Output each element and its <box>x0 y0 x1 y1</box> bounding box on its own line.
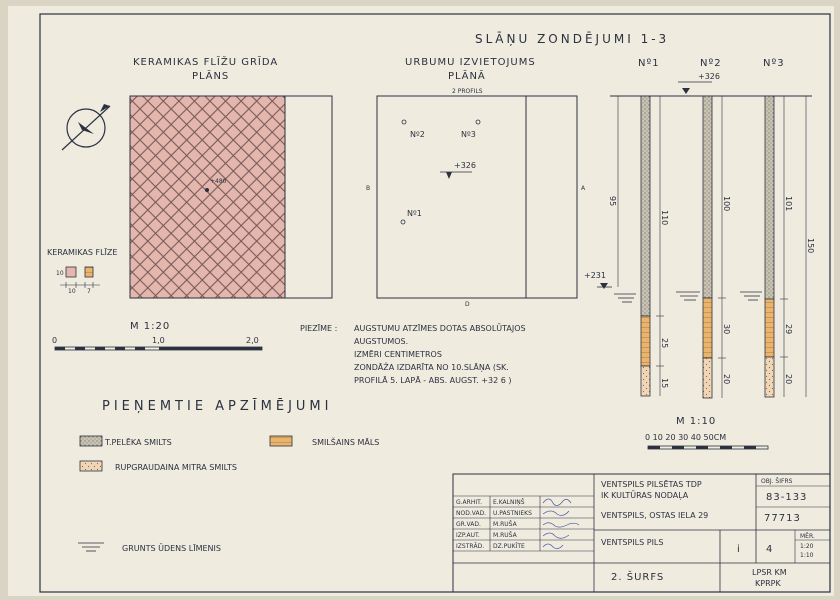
section-header-3: Nº3 <box>763 58 785 69</box>
tb-scale-1: 1:20 <box>800 543 814 550</box>
tb-role-5: IZSTRĀD. <box>456 543 485 550</box>
legend-label-sandy-clay: SMILŠAINS MĀLS <box>312 438 380 447</box>
col1-sandy-clay <box>641 316 650 366</box>
scale-left-tick-0: 0 <box>52 336 58 345</box>
legend-title: PIEŅEMTIE APZĪMĒJUMI <box>102 399 333 414</box>
legend-swatch-grey-sand <box>80 436 102 446</box>
tb-location: VENTSPILS PILS <box>601 538 664 547</box>
tb-org-1: VENTSPILS PILSĒTAS TDP <box>601 480 702 489</box>
tile-dim-height: 10 <box>56 270 64 277</box>
col3-grey-sand <box>765 96 774 299</box>
tb-role-4: IZP.AUT. <box>456 532 480 539</box>
tb-address: VENTSPILS, OSTAS IELA 29 <box>601 511 709 520</box>
col2-sandy-clay <box>703 298 712 358</box>
legend-swatch-sandy-clay <box>270 436 292 446</box>
section-top-mark: +326 <box>698 72 720 81</box>
col3-dim-3: 20 <box>784 374 793 385</box>
col2-dim-3: 20 <box>722 374 731 385</box>
tb-role-2: NOD.VAD. <box>456 510 487 517</box>
col2-grey-sand <box>703 96 712 298</box>
note-label: PIEZĪME : <box>300 324 338 333</box>
tb-name-1: E.KALNIŅŠ <box>493 499 525 506</box>
tb-name-3: M.RUŠA <box>493 521 517 528</box>
scale-left-tick-2: 2,0 <box>246 336 259 345</box>
col1-coarse-sand <box>641 366 650 396</box>
col2-dim-2: 30 <box>722 324 731 335</box>
tb-obj-code: 83-133 <box>766 492 808 503</box>
col1-dim-1: 110 <box>660 210 669 226</box>
col1-dim-3: 15 <box>660 378 669 389</box>
legend-swatch-coarse-sand <box>80 461 102 471</box>
tb-number: 77713 <box>764 513 801 524</box>
section-water-mark: +231 <box>584 271 606 280</box>
tb-name-4: M.RUŠA <box>493 532 517 539</box>
note-line-4: ZONDĀŽA IZDARĪTA NO 10.SLĀŅA (SK. <box>354 363 509 372</box>
tile-dim-width: 10 <box>68 288 76 295</box>
col3-dim-2: 29 <box>784 324 793 335</box>
dim-95: 95 <box>608 196 617 207</box>
tb-name-5: DZ.PUKĪTE <box>493 543 525 550</box>
col3-dim-1: 101 <box>784 196 793 212</box>
col1-dim-2: 25 <box>660 338 669 349</box>
floor-mark-point <box>205 188 209 192</box>
tile-label: KERAMIKAS FLĪZE <box>47 248 118 257</box>
tb-name-2: U.PASTNIEKS <box>493 510 532 517</box>
section-header-2: Nº2 <box>700 58 722 69</box>
floor-plan-mark: +480 <box>210 178 227 185</box>
borehole-plan-mark: +326 <box>454 161 476 170</box>
edge-label-left: B <box>366 185 371 192</box>
edge-label-right: A <box>581 185 586 192</box>
borehole-label-2: Nº2 <box>410 130 425 139</box>
borehole-plan-subtitle: PLĀNĀ <box>448 71 486 82</box>
sheet-title: SLĀŅU ZONDĒJUMI 1-3 <box>475 32 670 46</box>
floor-plan-subtitle: PLĀNS <box>192 71 230 82</box>
tb-scale-label: MĒR. <box>800 533 815 540</box>
tile-floor-area <box>130 96 285 298</box>
tile-sample-square <box>66 267 76 277</box>
edge-label-bottom: D <box>465 301 470 308</box>
tb-sheet-letter: i <box>737 544 741 555</box>
note-line-1: AUGSTUMU ATZĪMES DOTAS ABSOLŪTAJOS <box>354 324 526 333</box>
scale-left-tick-1: 1,0 <box>152 336 165 345</box>
section-header-1: Nº1 <box>638 58 660 69</box>
col3-sandy-clay <box>765 299 774 357</box>
legend-label-grey-sand: T.PELĒKA SMILTS <box>105 438 172 447</box>
col2-coarse-sand <box>703 358 712 398</box>
scale-right-ticks: 0 10 20 30 40 50CM <box>645 433 727 442</box>
note-line-5: PROFILĀ 5. LAPĀ - ABS. AUGST. +32 6 ) <box>354 376 512 385</box>
borehole-plan-title: URBUMU IZVIETOJUMS <box>405 57 536 68</box>
dim-total: 150 <box>806 238 815 254</box>
tb-sheet-no: 4 <box>766 544 774 555</box>
legend-label-coarse-sand: RUPGRAUDAINA MITRA SMILTS <box>115 463 237 472</box>
col1-grey-sand <box>641 96 650 316</box>
tb-role-3: GR.VAD. <box>456 521 481 528</box>
borehole-label-1: Nº1 <box>407 209 422 218</box>
note-line-2: AUGSTUMOS. <box>354 337 409 346</box>
profile-note: 2 PROFILS <box>452 88 483 95</box>
borehole-label-3: Nº3 <box>461 130 476 139</box>
tb-scale-2: 1:10 <box>800 552 814 559</box>
scale-left-label: M 1:20 <box>130 321 171 332</box>
tb-drawing-name: 2. ŠURFS <box>611 572 665 583</box>
tile-sample-joint <box>85 267 93 277</box>
scale-right-label: M 1:10 <box>676 416 717 427</box>
tb-institute-2: KPRPK <box>755 579 781 588</box>
col2-dim-1: 100 <box>722 196 731 212</box>
legend-label-ground-water: GRUNTS ŪDENS LĪMENIS <box>122 544 221 553</box>
floor-plan-title: KERAMIKAS FLĪŽU GRĪDA <box>133 57 279 68</box>
tb-org-2: IK KULTŪRAS NODAĻA <box>601 491 689 500</box>
tb-obj-label: OBJ. ŠIFRS <box>761 478 793 485</box>
col3-coarse-sand <box>765 357 774 397</box>
tb-institute-1: LPSR KM <box>752 568 787 577</box>
tile-dim-joint: 7 <box>87 288 91 295</box>
note-line-3: IZMĒRI CENTIMETROS <box>354 350 442 359</box>
tb-role-1: G.ARHIT. <box>456 499 482 506</box>
